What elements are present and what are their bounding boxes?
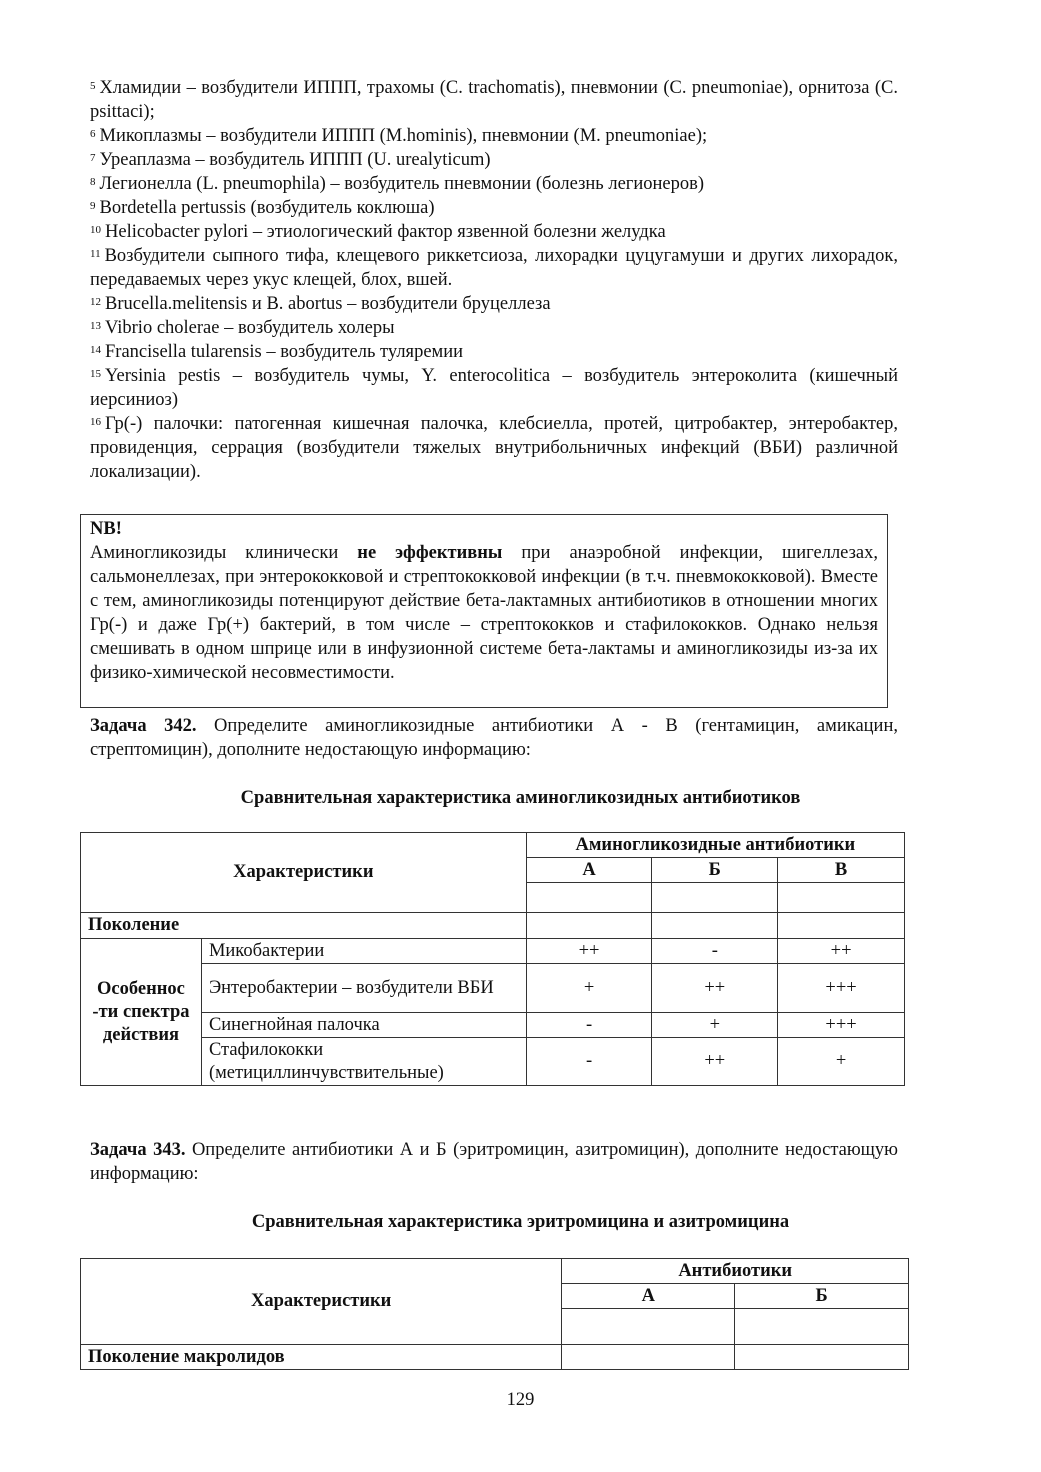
char-header: Характеристики [81,1259,562,1345]
footnote-number: 15 [90,368,101,380]
footnote-13 [90,316,898,340]
footnote-16 [90,412,898,484]
footnote-6 [90,124,898,148]
footnote-5 [90,76,898,124]
task-342 [90,714,898,762]
empty-cell [735,1309,909,1345]
footnote-number: 6 [90,128,96,140]
footnote-11 [90,244,898,292]
table-cell: - [526,1038,652,1086]
empty-cell [778,883,905,913]
nb-text [90,541,878,685]
col-header-b: Б [735,1284,909,1309]
table-cell: + [778,1038,905,1086]
char-header: Характеристики [81,833,527,913]
spectrum-label: Особеннос -ти спектра действия [81,939,202,1086]
empty-cell [526,883,652,913]
nb-title: NB! [90,519,122,539]
table-cell: + [526,964,652,1013]
task-text: Определите антибиотики А и Б (эритромицин, азитромицин), дополните недостающую информацию: [90,1140,899,1184]
row-name: Синегнойная палочка [201,1013,526,1038]
footnote-number: 12 [90,296,101,308]
footnote-text: Уреаплазма – возбудитель ИППП (U. urealyticum) [99,150,491,170]
footnote-text: Возбудители сыпного тифа, клещевого риккетсиоза, лихорадки цуцугамуши и других лихорадок, передаваемых через укус клещей, блох, вшей. [90,246,898,290]
footnote-number: 14 [90,344,101,356]
footnote-number: 10 [90,224,101,236]
footnote-14 [90,340,898,364]
col-header-b: Б [652,858,778,883]
empty-cell [562,1309,735,1345]
group-header: Антибиотики [562,1259,909,1284]
nb-box [80,514,888,708]
nb-text-part: Аминогликозиды клинически [90,543,358,563]
footnote-text: Brucella.melitensis и B. abortus – возбудители бруцеллеза [105,294,551,314]
footnote-text: Helicobacter pylori – этиологический фактор язвенной болезни желудка [105,222,666,242]
empty-cell [562,1345,735,1370]
table-cell: + [652,1013,778,1038]
group-header: Аминогликозидные антибиотики [526,833,904,858]
footnotes [90,76,898,484]
nb-text-emphasis: не эффективны [357,543,503,563]
footnote-8 [90,172,898,196]
table-cell: ++ [526,939,652,964]
table-cell: ++ [652,964,778,1013]
task-343 [90,1138,898,1186]
footnote-text: Гр(-) палочки: патогенная кишечная палочка, клебсиелла, протей, цитробактер, энтеробактер, провиденция, серрация (возбудители тяжелых внутрибольничных инфекций (ВБИ) различной локализации). [90,414,898,482]
empty-cell [735,1345,909,1370]
empty-cell [778,913,905,939]
footnote-number: 8 [90,176,96,188]
footnote-12 [90,292,898,316]
nb-text-part: при анаэробной инфекции, шигеллезах, сальмонеллезах, при энтерококковой и стрептококковой инфекции (в т.ч. пневмококковой). Вместе с тем, аминогликозиды потенцируют действие бета-лактамных антибиотиков в отношении многих Гр(-) и даже Гр(+) бактерий, в том числе – стрептококков и стафилококков. Однако нельзя смешивать в одном шприце или в инфузионной системе бета-лактамы и аминогликозиды из-за их физико-химической несовместимости. [90,543,879,683]
table-cell: - [526,1013,652,1038]
empty-cell [652,913,778,939]
footnote-text: Хламидии – возбудители ИППП, трахомы (C. trachomatis), пневмонии (C. pneumoniae), орнитоза (C. psittaci); [90,78,898,122]
footnote-text: Bordetella pertussis (возбудитель коклюша) [99,198,435,218]
row-name: Энтеробактерии – возбудители ВБИ [201,964,526,1013]
footnote-number: 11 [90,248,101,260]
footnote-number: 5 [90,80,96,92]
macrolide-table [80,1258,909,1370]
col-header-v: В [778,858,905,883]
table-cell: ++ [652,1038,778,1086]
table-cell: +++ [778,964,905,1013]
footnote-7 [90,148,898,172]
footnote-10 [90,220,898,244]
col-header-a: А [562,1284,735,1309]
footnote-9 [90,196,898,220]
footnote-number: 13 [90,320,101,332]
table-caption-342: Сравнительная характеристика аминогликозидных антибиотиков [240,788,801,808]
generation-label: Поколение [81,913,527,939]
footnote-number: 9 [90,200,96,212]
row-name: Микобактерии [201,939,526,964]
aminoglycoside-table [80,832,905,1086]
table-cell: +++ [778,1013,905,1038]
footnote-15 [90,364,898,412]
footnote-number: 7 [90,152,96,164]
footnote-text: Легионелла (L. pneumophila) – возбудитель пневмонии (болезнь легионеров) [99,174,705,194]
footnote-number: 16 [90,416,101,428]
col-header-a: А [526,858,652,883]
footnote-text: Yersinia pestis – возбудитель чумы, Y. enterocolitica – возбудитель энтероколита (кишечный иерсиниоз) [90,366,898,410]
row-name: Стафилококки (метициллинчувствительные) [201,1038,526,1086]
footnote-text: Vibrio cholerae – возбудитель холеры [105,318,395,338]
empty-cell [526,913,652,939]
task-label: Задача 342. [90,716,197,736]
task-label: Задача 343. [90,1140,186,1160]
footnote-text: Микоплазмы – возбудители ИППП (M.hominis), пневмонии (M. pneumoniae); [99,126,708,146]
footnote-text: Francisella tularensis – возбудитель туляремии [105,342,464,362]
table-caption-343: Сравнительная характеристика эритромицина и азитромицина [251,1212,790,1232]
page-number: 129 [506,1390,535,1410]
task-text: Определите аминогликозидные антибиотики А - В (гентамицин, амикацин, стрептомицин), дополните недостающую информацию: [90,716,898,760]
empty-cell [652,883,778,913]
table-cell: ++ [778,939,905,964]
generation-label: Поколение макролидов [81,1345,562,1370]
table-cell: - [652,939,778,964]
